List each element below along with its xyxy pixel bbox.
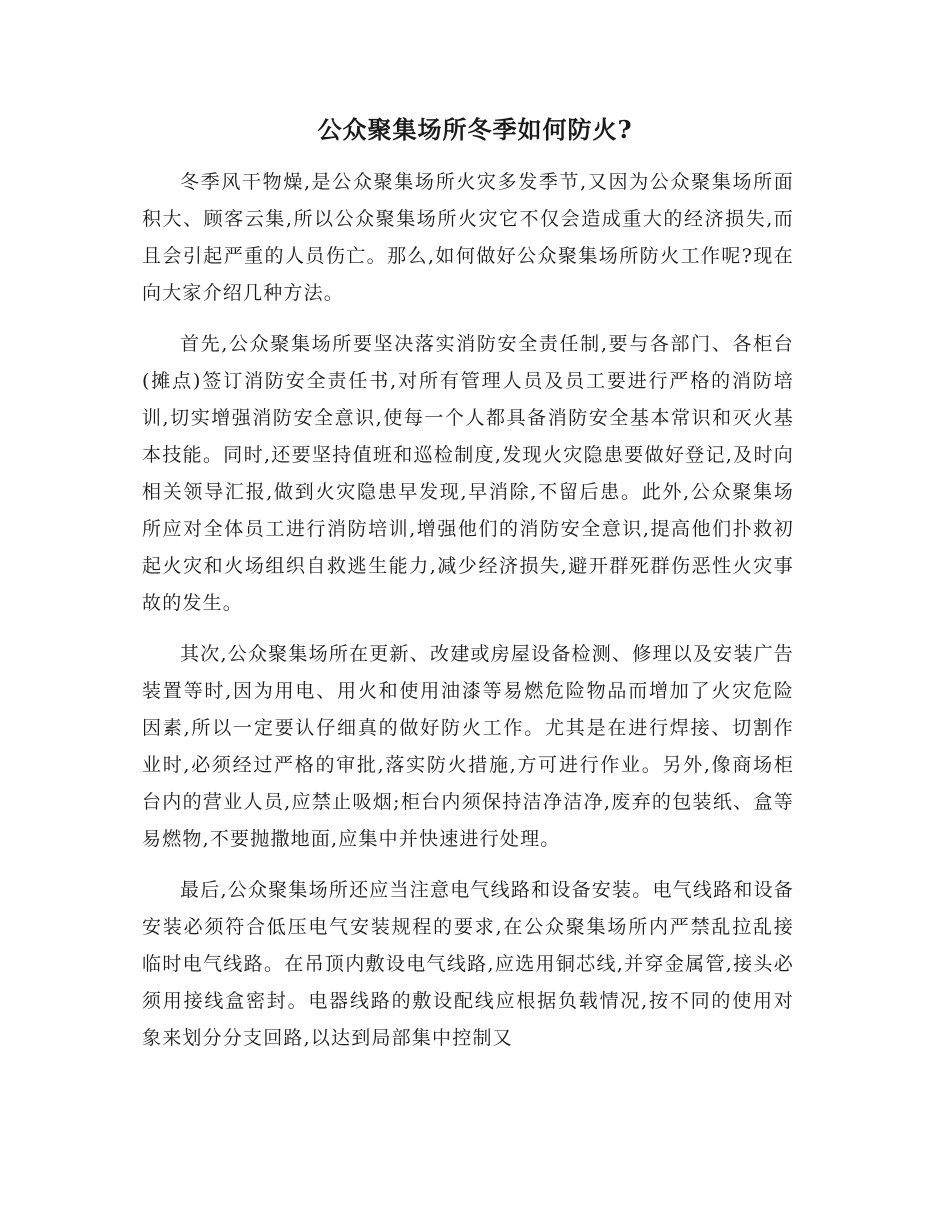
paragraph-second: 其次,公众聚集场所在更新、改建或房屋设备检测、修理以及安装广告装置等时,因为用电、用火和使用油漆等易燃危险物品而增加了火灾危险因素,所以一定要认仔细真的做好防火工作。尤其是在进行焊接、切割作业时,必须经过严格的审批,落实防火措施,方可进行作业。另外,像商场柜台内的营业人员,应禁止吸烟;柜台内须保持洁净洁净,废弃的包装纸、盒等易燃物,不要抛撒地面,应集中并快速进行处理。 — [142, 643, 794, 850]
paragraph-last: 最后,公众聚集场所还应当注意电气线路和设备安装。电气线路和设备安装必须符合低压电气安装规程的要求,在公众聚集场所内严禁乱拉乱接临时电气线路。在吊顶内敷设电气线路,应选用铜芯线,并穿金属管,接头必须用接线盒密封。电器线路的敷设配线应根据负载情况,按不同的使用对象来划分分支回路,以达到局部集中控制又 — [142, 879, 794, 1049]
paragraph-first: 首先,公众聚集场所要坚决落实消防安全责任制,要与各部门、各柜台(摊点)签订消防安全责任书,对所有管理人员及员工要进行严格的消防培训,切实增强消防安全意识,使每一个人都具备消防安全基本常识和灭火基本技能。同时,还要坚持值班和巡检制度,发现火灾隐患要做好登记,及时向相关领导汇报,做到火灾隐患早发现,早消除,不留后患。此外,公众聚集场所应对全体员工进行消防培训,增强他们的消防安全意识,提高他们扑救初起火灾和火场组织自救逃生能力,减少经济损失,避开群死群伤恶性火灾事故的发生。 — [142, 333, 794, 614]
paragraph-intro: 冬季风干物燥,是公众聚集场所火灾多发季节,又因为公众聚集场所面积大、顾客云集,所以公众聚集场所火灾它不仅会造成重大的经济损失,而且会引起严重的人员伤亡。那么,如何做好公众聚集场所防火工作呢?现在向大家介绍几种方法。 — [142, 171, 794, 304]
document-body — [142, 164, 794, 1071]
document-title: 公众聚集场所冬季如何防火? — [317, 115, 633, 144]
